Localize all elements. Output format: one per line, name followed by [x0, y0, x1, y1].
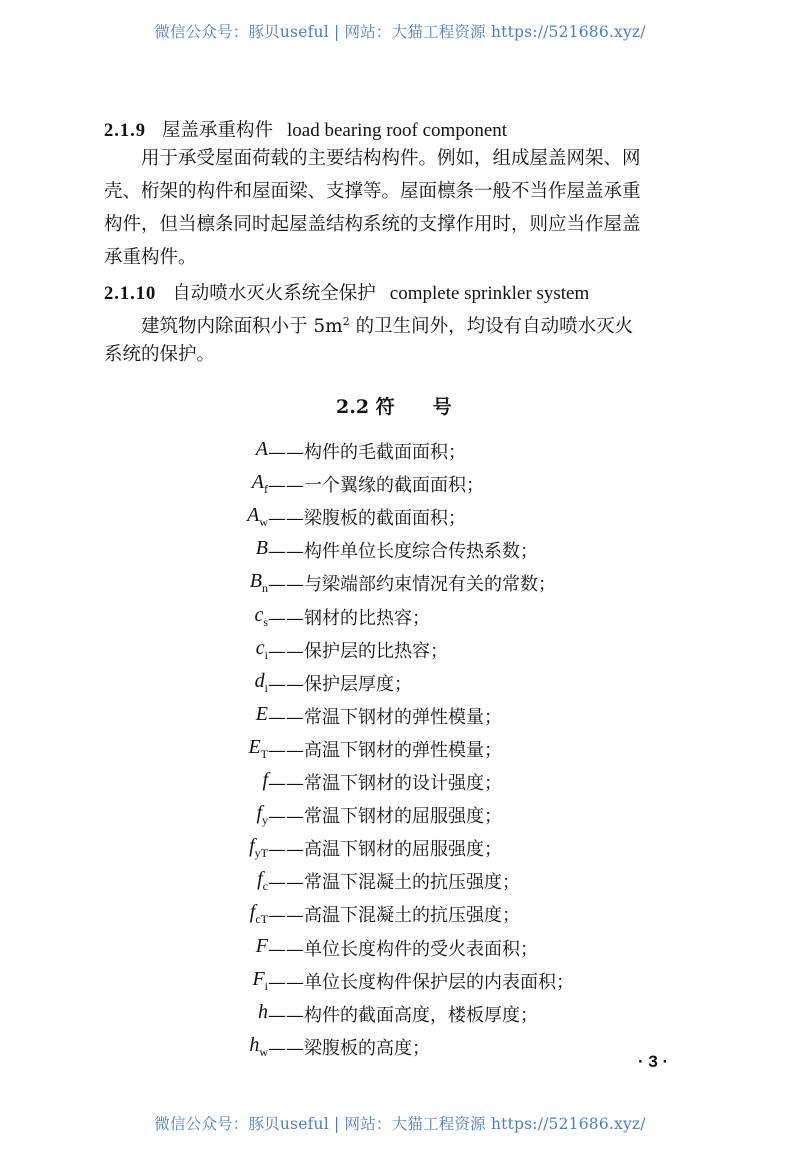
- symbol: $h_w$: [249, 1033, 268, 1059]
- symbol-subscript: i: [264, 978, 268, 993]
- symbol-description: ——高温下混凝土的抗压强度；: [268, 905, 520, 927]
- section-title-zh: 屋盖承重构件: [162, 120, 274, 141]
- symbol-subscript: f: [264, 482, 268, 497]
- symbol: B: [255, 537, 268, 560]
- watermark-top: 微信公众号：豚贝useful | 网站：大猫工程资源 https://521686.xyz/: [154, 23, 646, 41]
- superscript: 2: [342, 315, 350, 328]
- symbol-subscript: n: [262, 581, 268, 596]
- symbol-description: ——单位长度构件的受火表面积；: [268, 938, 538, 960]
- watermark-bottom: 微信公众号：豚贝useful | 网站：大猫工程资源 https://521686.xyz/: [154, 1115, 646, 1133]
- symbol: E: [255, 702, 268, 725]
- symbol-subscript: cT: [255, 912, 268, 927]
- symbol-description: ——构件单位长度综合传热系数；: [268, 541, 538, 563]
- symbol-subscript: w: [259, 515, 268, 530]
- symbol-subscript: T: [260, 746, 268, 761]
- symbol-description: ——一个翼缘的截面面积；: [268, 475, 484, 497]
- symbol-subscript: c: [262, 879, 268, 894]
- text-fragment: 建筑物内除面积小于 5m: [141, 316, 343, 338]
- symbol: F: [255, 934, 268, 957]
- section-number: 2.1.9: [104, 121, 146, 141]
- symbol: h: [258, 1000, 268, 1023]
- symbol: $f_c$: [257, 868, 268, 894]
- symbol-description: ——常温下混凝土的抗压强度；: [268, 872, 520, 894]
- section-title-en: load bearing roof component: [287, 120, 508, 141]
- symbol-description: ——高温下钢材的屈服强度；: [268, 839, 502, 861]
- symbol-description: ——与梁端部约束情况有关的常数；: [268, 574, 556, 596]
- symbol: $c_i$: [255, 636, 268, 662]
- symbol-description: ——梁腹板的高度；: [268, 1037, 430, 1059]
- symbol-description: ——钢材的比热容；: [268, 607, 430, 629]
- symbol-description: ——单位长度构件保护层的内表面积；: [268, 971, 574, 993]
- symbol-description: ——保护层厚度；: [268, 673, 412, 695]
- paragraph-line: 壳、桁架的构件和屋面梁、支撑等。屋面檩条一般不当作屋盖承重: [104, 181, 641, 202]
- symbol: $c_s$: [254, 603, 268, 629]
- symbol-subscript: yT: [254, 846, 268, 861]
- symbol-description: ——常温下钢材的屈服强度；: [268, 806, 502, 828]
- symbol-description: ——构件的毛截面面积；: [268, 442, 466, 463]
- symbol-subscript: i: [264, 680, 268, 695]
- symbol: $F_i$: [252, 967, 268, 993]
- symbol-description: ——常温下钢材的弹性模量；: [268, 706, 502, 728]
- paragraph-line: 用于承受屋面荷载的主要结构构件。例如，组成屋盖网架、网: [141, 148, 641, 169]
- symbol-subscript: w: [259, 1044, 268, 1059]
- paragraph-line: 构件，但当檩条同时起屋盖结构系统的支撑作用时，则应当作屋盖: [104, 214, 641, 235]
- symbol-description: ——构件的截面高度，楼板厚度；: [268, 1004, 538, 1026]
- symbol: $A_f$: [251, 471, 268, 497]
- page-number: · 3 ·: [638, 1052, 669, 1071]
- symbol-subscript: y: [262, 813, 268, 828]
- symbol: $A_w$: [247, 504, 268, 530]
- section-title-symbols: 2.2 符 号: [336, 396, 452, 418]
- symbol-description: ——常温下钢材的设计强度；: [268, 773, 502, 794]
- symbol-description: ——高温下钢材的弹性模量；: [268, 739, 502, 761]
- symbol-description: ——梁腹板的截面面积；: [268, 508, 466, 530]
- symbol: $f_y$: [256, 802, 268, 828]
- symbol: $E_T$: [248, 735, 268, 761]
- symbol-subscript: s: [263, 614, 268, 629]
- symbol: A: [255, 438, 268, 460]
- section-number: 2.1.10: [104, 284, 157, 304]
- symbol-subscript: i: [264, 647, 268, 662]
- symbol: $B_n$: [249, 570, 268, 596]
- section-heading-2-1-9: [104, 116, 507, 142]
- section-heading-2-1-10: [104, 279, 589, 305]
- text-fragment: 的卫生间外，均设有自动喷水灭火: [349, 316, 634, 338]
- symbol: f: [262, 769, 268, 791]
- section-title-en: complete sprinkler system: [389, 283, 590, 304]
- section-title-zh: 自动喷水灭火系统全保护: [172, 283, 376, 304]
- symbol: $f_{yT}$: [249, 835, 268, 861]
- paragraph-line: 承重构件。: [104, 247, 197, 268]
- symbol: $f_{cT}$: [249, 901, 268, 927]
- symbol: $d_i$: [254, 669, 268, 695]
- paragraph-line: 系统的保护。: [104, 344, 216, 365]
- symbol-description: ——保护层的比热容；: [268, 640, 448, 662]
